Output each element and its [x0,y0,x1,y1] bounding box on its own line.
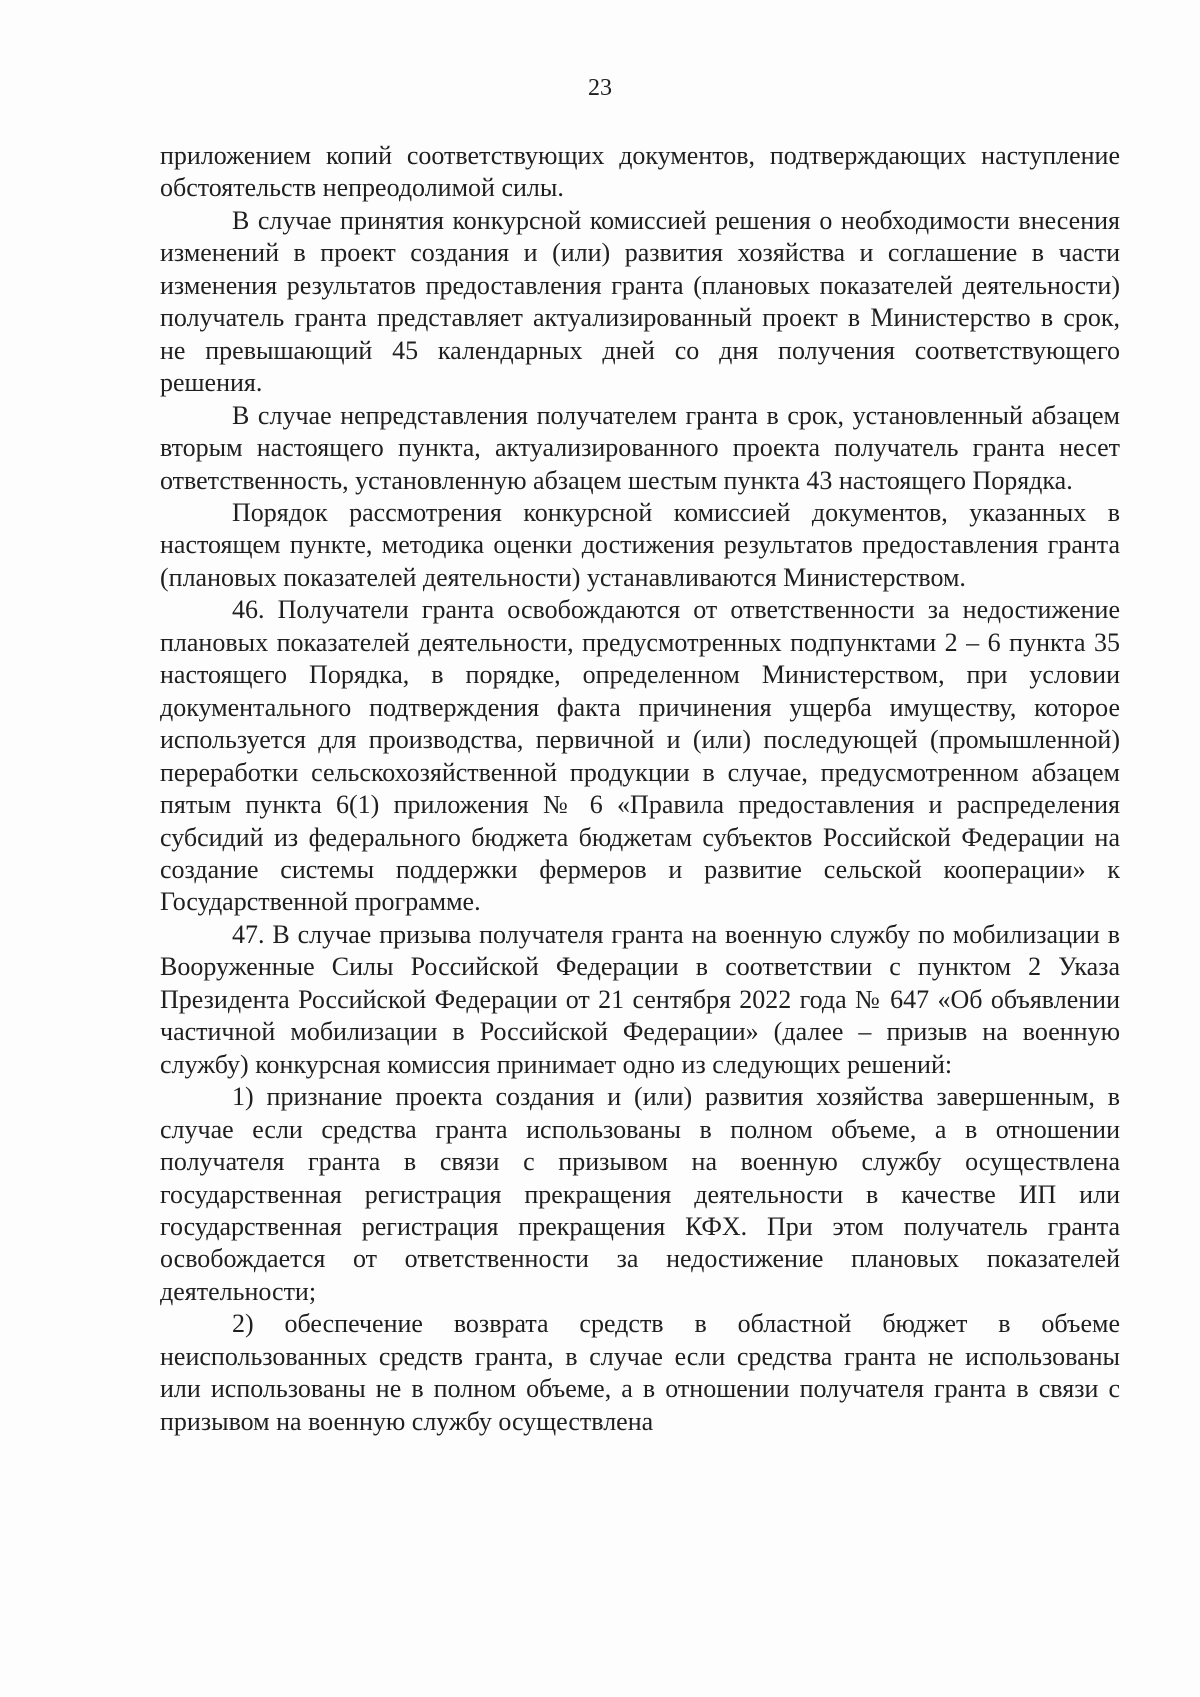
paragraph-project-changes: В случае принятия конкурсной комиссией решения о необходимости внесения изменений в проект создания и (или) развития хозяйства и соглашение в части изменения результатов предоставления гранта (плановых показателей деятельности) получатель гранта представляет актуализированный проект в Министерство в срок, не превышающий 45 календарных дней со дня получения соответствующего решения. [160,205,1120,398]
document-body [160,140,1120,1438]
paragraph-review-procedure: Порядок рассмотрения конкурсной комиссией документов, указанных в настоящем пункте, методика оценки достижения результатов предоставления гранта (плановых показателей деятельности) устанавливаются Министерством. [160,497,1120,592]
paragraph-continuation: приложением копий соответствующих документов, подтверждающих наступление обстоятельств непреодолимой силы. [160,141,1120,203]
paragraph-subitem-1: 1) признание проекта создания и (или) развития хозяйства завершенным, в случае если средства гранта использованы в полном объеме, а в отношении получателя гранта в связи с призывом на военную службу осуществлена государственная регистрация прекращения деятельности в качестве ИП или государственная регистрация прекращения КФХ. При этом получатель гранта освобождается от ответственности за недостижение плановых показателей деятельности; [160,1082,1120,1306]
paragraph-item-46: 46. Получатели гранта освобождаются от ответственности за недостижение плановых показателей деятельности, предусмотренных подпунктами 2 – 6 пункта 35 настоящего Порядка, в порядке, определенном Министерством, при условии документального подтверждения факта причинения ущерба имуществу, которое используется для производства, первичной и (или) последующей (промышленной) переработки сельскохозяйственной продукции в случае, предусмотренном абзацем пятым пункта 6(1) приложения № 6 «Правила предоставления и распределения субсидий из федерального бюджета бюджетам субъектов Российской Федерации на создание системы поддержки фермеров и развитие сельской кооперации» к Государственной программе. [160,595,1120,917]
page-number: 23 [588,75,612,101]
paragraph-subitem-2: 2) обеспечение возврата средств в областной бюджет в объеме неиспользованных средств гранта, в случае если средства гранта не использованы или использованы не в полном объеме, а в отношении получателя гранта в связи с призывом на военную службу осуществлена [160,1309,1120,1436]
paragraph-non-submission: В случае непредставления получателем гранта в срок, установленный абзацем вторым настоящего пункта, актуализированного проекта получатель гранта несет ответственность, установленную абзацем шестым пункта 43 настоящего Порядка. [160,400,1120,495]
paragraph-item-47: 47. В случае призыва получателя гранта на военную службу по мобилизации в Вооруженные Силы Российской Федерации в соответствии с пунктом 2 Указа Президента Российской Федерации от 21 сентября 2022 года № 647 «Об объявлении частичной мобилизации в Российской Федерации» (далее – призыв на военную службу) конкурсная комиссия принимает одно из следующих решений: [160,919,1120,1079]
